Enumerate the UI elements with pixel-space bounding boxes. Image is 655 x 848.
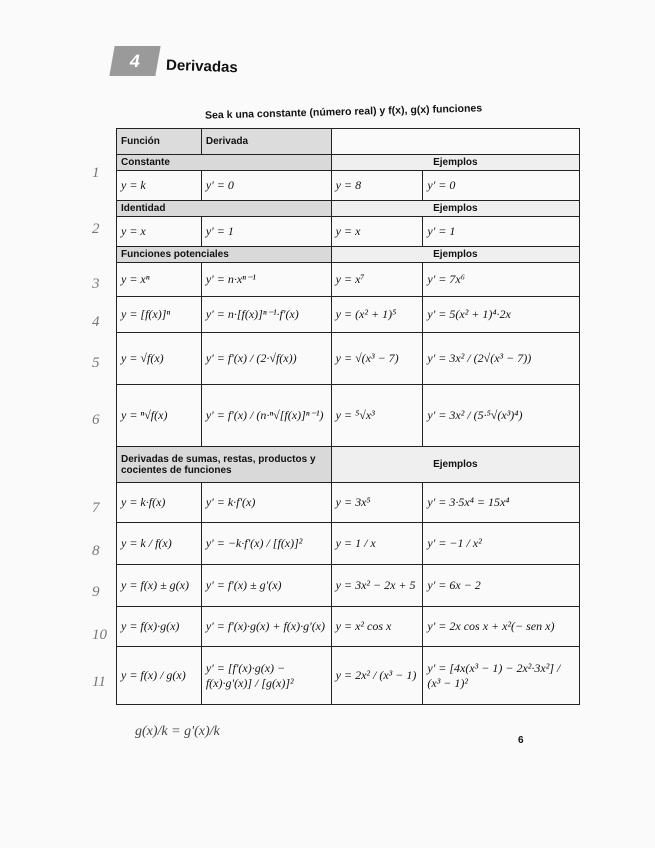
example-cell: y = x⁷ [331,263,423,297]
example-derivative-cell: y' = 1 [423,217,580,247]
derivative-cell: y' = f'(x) ± g'(x) [201,565,331,607]
derivative-cell: y' = [f'(x)·g(x) − f(x)·g'(x)] / [g(x)]² [201,647,331,705]
section-potenciales: Funciones potenciales [117,247,332,263]
example-derivative-cell: y' = 2x cos x + x²(− sen x) [423,607,580,647]
row-number: 5 [92,355,100,371]
function-cell: y = [f(x)]ⁿ [117,297,202,333]
example-derivative-cell: y' = 0 [423,171,580,201]
example-cell: y = x [331,217,423,247]
row-number: 1 [92,165,100,181]
col-header-funcion: Función [117,129,202,155]
example-cell: y = (x² + 1)⁵ [331,297,423,333]
example-derivative-cell: y' = [4x(x³ − 1) − 2x²·3x²] / (x³ − 1)² [423,647,580,705]
example-derivative-cell: y' = 3x² / (5·⁵√(x³)⁴) [423,385,580,447]
example-cell: y = √(x³ − 7) [331,333,423,385]
row-number: 3 [92,276,100,292]
function-cell: y = xⁿ [117,263,202,297]
function-cell: y = f(x)·g(x) [117,607,202,647]
row-number: 8 [92,543,100,559]
function-cell: y = k [117,171,202,201]
row-number: 10 [92,627,107,643]
example-cell: y = ⁵√x³ [331,385,423,447]
example-cell: y = 1 / x [331,523,423,565]
ejemplos-header: Ejemplos [331,247,579,263]
function-cell: y = k·f(x) [117,483,202,523]
page-number: 6 [518,735,524,746]
derivative-cell: y' = 1 [201,217,331,247]
row-number: 7 [92,500,100,516]
example-cell: y = 3x² − 2x + 5 [331,565,423,607]
ejemplos-header: Ejemplos [331,201,579,217]
section-sumas: Derivadas de sumas, restas, productos y cocientes de funciones [117,447,332,483]
ejemplos-header: Ejemplos [331,155,579,171]
function-cell: y = √f(x) [117,333,202,385]
function-cell: y = ⁿ√f(x) [117,385,202,447]
derivative-cell: y' = k·f'(x) [201,483,331,523]
derivative-cell: y' = f'(x) / (n·ⁿ√[f(x)]ⁿ⁻¹) [201,385,331,447]
derivative-cell: y' = f'(x) / (2·√f(x)) [201,333,331,385]
function-cell: y = f(x) ± g(x) [117,565,202,607]
example-cell: y = 3x⁵ [331,483,423,523]
row-number: 6 [92,412,100,428]
function-cell: y = x [117,217,202,247]
ejemplos-header: Ejemplos [331,447,579,483]
function-cell: y = k / f(x) [117,523,202,565]
derivatives-table [116,128,580,705]
derivative-cell: y' = n·[f(x)]ⁿ⁻¹·f'(x) [201,297,331,333]
function-cell: y = f(x) / g(x) [117,647,202,705]
example-derivative-cell: y' = 5(x² + 1)⁴·2x [423,297,580,333]
example-cell: y = 8 [331,171,423,201]
derivative-cell: y' = 0 [201,171,331,201]
example-derivative-cell: y' = −1 / x² [423,523,580,565]
col-header-derivada: Derivada [201,129,331,155]
example-derivative-cell: y' = 7x⁶ [423,263,580,297]
section-identidad: Identidad [117,201,332,217]
example-derivative-cell: y' = 6x − 2 [423,565,580,607]
derivative-cell: y' = f'(x)·g(x) + f(x)·g'(x) [201,607,331,647]
row-number: 11 [92,674,106,690]
row-number: 9 [92,584,100,600]
derivative-cell: y' = n·xⁿ⁻¹ [201,263,331,297]
row-number: 4 [92,314,100,330]
example-derivative-cell: y' = 3·5x⁴ = 15x⁴ [423,483,580,523]
table-caption: Sea k una constante (número real) y f(x), g(x) funciones [204,102,483,122]
example-cell: y = 2x² / (x³ − 1) [331,647,423,705]
derivative-cell: y' = −k·f'(x) / [f(x)]² [201,523,331,565]
example-derivative-cell: y' = 3x² / (2√(x³ − 7)) [423,333,580,385]
row-number: 2 [92,221,100,237]
section-badge: 4 [109,46,160,76]
handwritten-note: g(x)/k = g'(x)/k [135,724,220,739]
page-title: Derivadas [165,56,238,77]
example-cell: y = x² cos x [331,607,423,647]
section-constante: Constante [117,155,332,171]
